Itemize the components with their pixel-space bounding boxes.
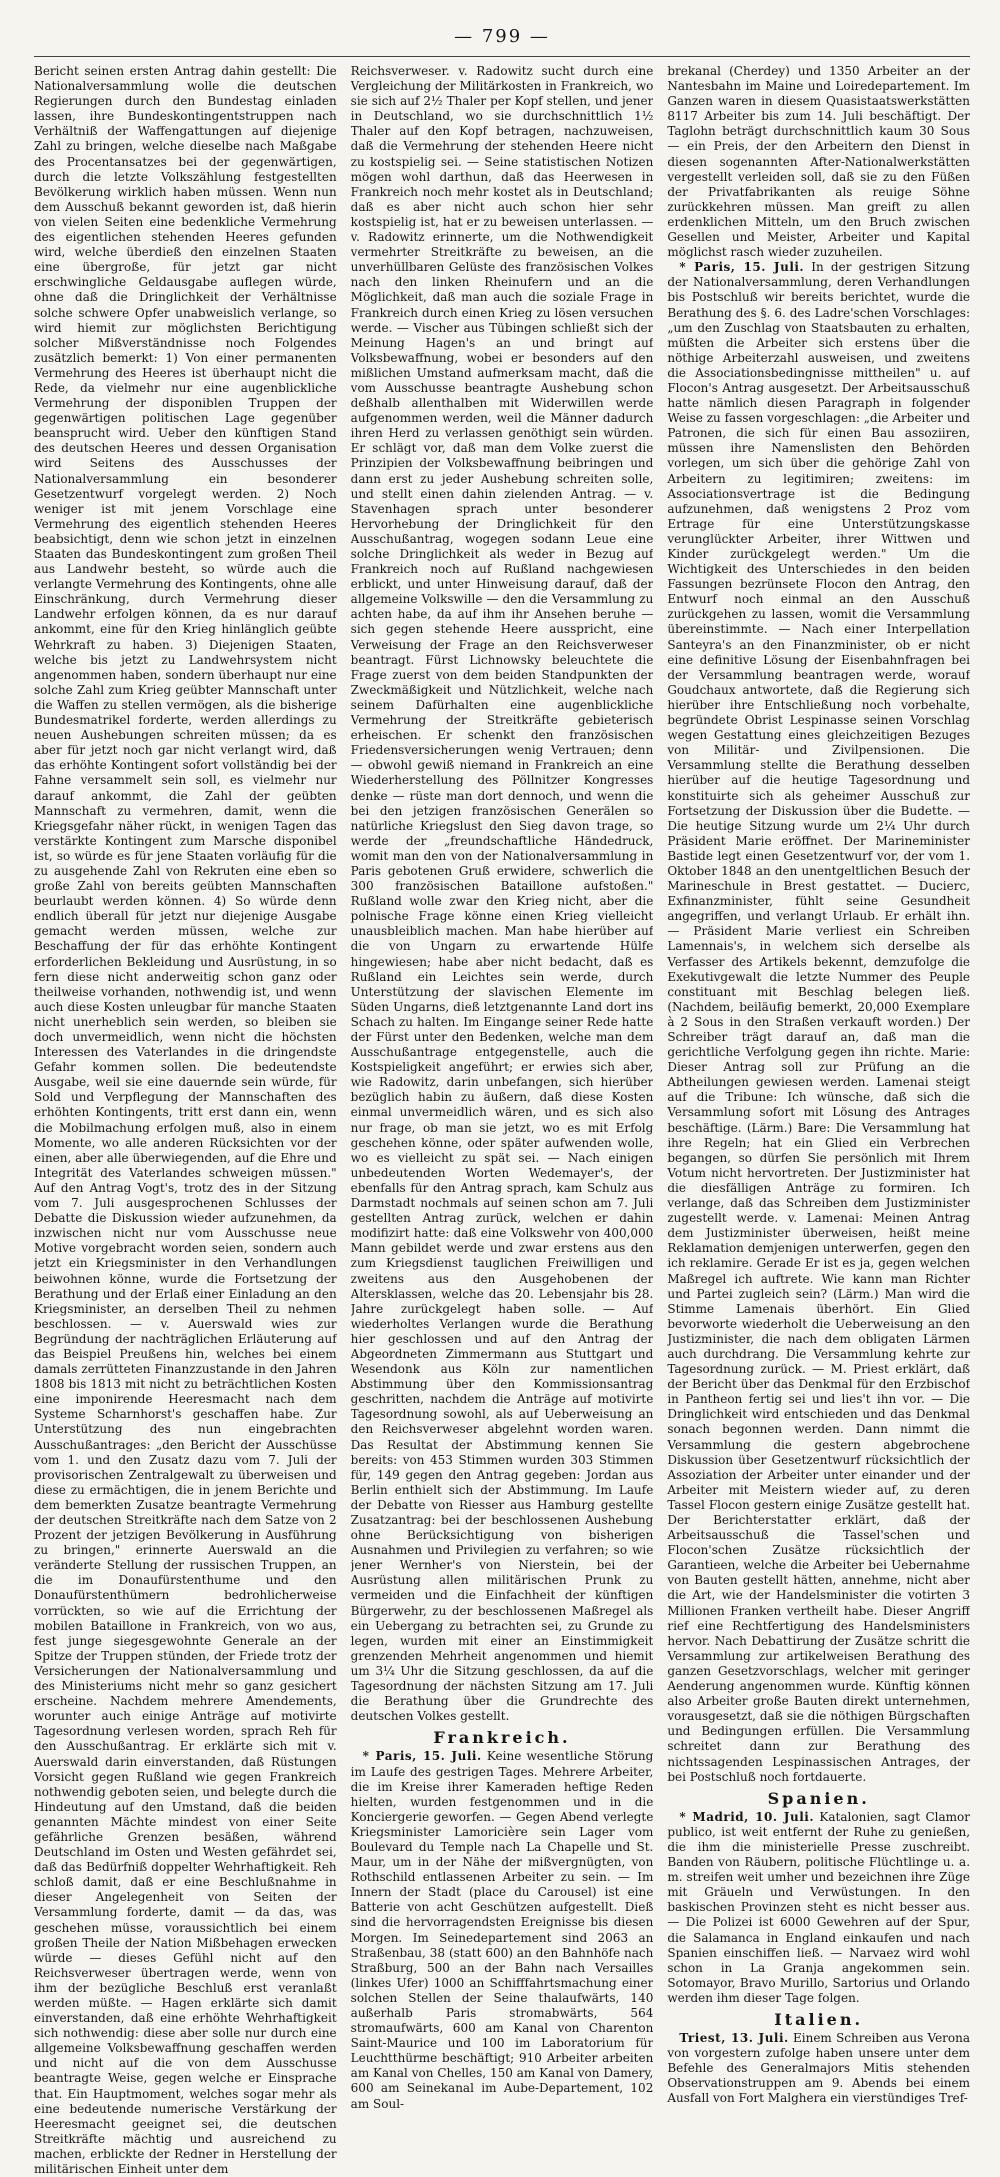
page-number: — 799 —: [454, 26, 550, 47]
dateline: * Madrid, 10. Juli.: [679, 1809, 814, 1824]
header-rule: [34, 56, 970, 57]
dateline: * Paris, 15. Juli.: [679, 260, 805, 275]
section-title-spanien: Spanien.: [767, 1788, 870, 1808]
paragraph: brekanal (Cherdey) und 1350 Arbeiter an der Nantesbahn im Maine und Loiredepartement. Im Ganzen waren in diesem Quasistaatswerkstätten 8117 Arbeiter bis zum 14. Juli beschäftigt. Der Taglohn beträgt durchschnittlich kaum 30 Sous — ein Preis, der den Arbeitern den Dienst in diesen sogenannten After-Nationalwerkstätten vergestellt verleiden soll, daß sie zu den Füßen der Privatfabrikanten als reuige Söhne zurückkehren müssen. Man greift zu allen erdenklichen Mitteln, um den Bruch zwischen Gesellen und Meister, Arbeiter und Kapital möglichst rasch wieder zuzuheilen.: [667, 64, 971, 260]
article-triest: [667, 2031, 970, 2106]
article-text: Keine wesentliche Störung im Laufe des gestrigen Tages. Mehrere Arbeiter, die im Kreise ihrer Kameraden heftige Reden hielten, wurden festgenommen und in die Konciergerie geworfen. — Gegen Abend verlegte Kriegsminister Lamoricière sein Lager vom Boulevard du Temple nach La Chapelle und St. Maur, um in der Nähe der mißvergnügten, von Rothschild entlassenen Arbeiter zu sein. — Im Innern der Stadt (place du Carousel) ist eine Batterie von acht Geschützen aufgestellt. Dieß sind die hervorragendsten Ereignisse bis diesen Morgen. Im Seinedepartement sind 2063 an Straßenbau, 38 (statt 600) an den Bahnhöfe nach Straßburg, 500 an der Bahn nach Versailles (linkes Ufer) 1000 an Schifffahrtsmachung einer solchen Stellen der Seine thalaufwärts, 140 außerhalb Paris stromabwärts, 564 stromaufwärts, 600 am Kanal von Charenton Saint-Maurice und 100 im Laboratorium für Leuchtthürme beschäftigt; 910 Arbeiter arbeiten am Kanal von Chelles, 150 am Kanal von Damery, 600 am Seinekanal im Aube-Departement, 102 am Soul-: [350, 1749, 654, 2111]
paragraph: Bericht seinen ersten Antrag dahin gestellt: Die Nationalversammlung wolle die deutschen Regierungen durch den Bundestag einladen lassen, ihre Bundeskontingentstruppen nach Verhältniß der Waffengattungen auf diejenige Zahl zu bringen, welche dieselbe nach Maßgabe des Procentansatzes bei der gegenwärtigen, durch die letzte Volkszählung festgestellten Bevölkerung wirklich haben müssen. Wenn nun dem Ausschuß bekannt geworden ist, daß hierin von vielen Seiten eine bedenkliche Vermehrung des eigentlichen stehenden Heeres gefunden wird, welche überdieß den einzelnen Staaten eine übergroße, für jetzt gar nicht erschwingliche Geldausgabe auflegen würde, ohne daß die Dringlichkeit der Verhältnisse solche schwere Opfer unabweislich verlange, so wird hiemit zur möglichsten Berichtigung solcher Mißverständnisse noch Folgendes zusätzlich bemerkt: 1) Von einer permanenten Vermehrung des Heeres ist überhaupt nicht die Rede, da vielmehr nur eine augenblickliche Vermehrung der disponiblen Truppen der gegenwärtigen politischen Lage gegenüber beansprucht wird. Ueber den künftigen Stand des deutschen Heeres und dessen Organisation wird Seitens des Ausschusses der Nationalversammlung ein besonderer Gesetzentwurf vorgelegt werden. 2) Noch weniger ist mit jenem Vorschlage eine Vermehrung des eigentlich stehenden Heeres beabsichtigt, denn wie schon jetzt in einzelnen Staaten das Bundeskontingent zum großen Theil aus Landwehr besteht, so würde auch die verlangte Vermehrung des Kontingents, ohne alle Einschränkung, durch Vermehrung dieser Landwehr erfolgen können, da es nur darauf ankommt, eine für den Krieg hinlänglich geübte Wehrkraft zu haben. 3) Diejenigen Staaten, welche bis jetzt zu Landwehrsystem nicht angenommen haben, sondern überhaupt nur eine solche Zahl zum Krieg geübter Mannschaft unter die Waffen zu stellen vermögen, als die bisherige Bundesmatrikel forderte, werden allerdings zu neuen Aushebungen schreiten müssen; da es aber für jetzt noch gar nicht verlangt wird, daß das erhöhte Kontingent sofort vollständig bei der Fahne versammelt sein soll, es vielmehr nur darauf ankommt, die Zahl der geübten Mannschaft zu vermehren, damit, wenn die Kriegsgefahr näher rückt, in wenigen Tagen das verstärkte Kontingent zum Marsche disponibel ist, so würde es für jene Staaten vorläufig für die zu ausgehende Zahl von Rekruten eine eben so große Zahl von bereits geübten Mannschaften beurlaubt werden können. 4) So würde denn endlich überall für jetzt nur diejenige Ausgabe gemacht werden müssen, welche zur Beschaffung der für das erhöhte Kontingent erforderlichen Bekleidung und Ausrüstung, in so fern diese nicht anderweitig schon ganz oder theilweise vorhanden, nothwendig ist, und wenn auch diese Kosten unleugbar für manche Staaten nicht unerheblich sein werden, so bleiben sie doch unvermeidlich, wenn nicht die höchsten Interessen des Vaterlandes in die dringendste Gefahr kommen sollen. Die bedeutendste Ausgabe, weil sie eine dauernde sein würde, für Sold und Verpflegung der Mannschaften des erhöhten Kontingents, tritt erst dann ein, wenn die Mobilmachung erfolgen muß, also in einem Momente, wo alle anderen Rücksichten vor der einen, aber alle überwiegenden, auf die Ehre und Integrität des Vaterlandes schweigen müssen." Auf den Antrag Vogt's, trotz des in der Sitzung vom 7. Juli ausgesprochenen Schlusses der Debatte die Diskussion wieder aufzunehmen, da inzwischen nicht nur vom Ausschusse neue Motive vorgebracht worden seien, sondern auch jetzt ein Kriegsminister in den Verhandlungen beiwohnen könne, wurde die Fortsetzung der Berathung und der Erlaß einer Einladung an den Kriegsminister, an derselben Theil zu nehmen beschlossen. — v. Auerswald wies zur Begründung der nachträglichen Erläuterung auf das Beispiel Preußens hin, welches bei einem damals zerrütteten Finanzzustande in den Jahren 1808 bis 1813 mit nicht zu beträchtlichen Kosten eine imponirende Heeresmacht nach dem Systeme Scharnhorst's geschaffen habe. Zur Unterstützung des nun eingebrachten Ausschußantrages: „den Bericht der Ausschüsse vom 1. und den Zusatz dazu vom 7. Juli der provisorischen Zentralgewalt zu überweisen und diese zu ermächtigen, die in jenem Berichte und dem bemerkten Zusatze beantragte Vermehrung der deutschen Streitkräfte nach dem Satze von 2 Prozent der jetzigen Bevölkerung in Ausführung zu bringen," erinnerte Auerswald an die veränderte Stellung der russischen Truppen, an die im Donaufürstenthume und den Donaufürstenthümern bedrohlicherweise vorrückten, so wie auf die Errichtung der mobilen Bataillone in Frankreich, von wo aus, fest junge siegesgewohnte Generale an der Spitze der Truppen stünden, der Friede trotz der Versicherungen der Nationalversammlung und des Ministeriums nicht mehr so ganz gesichert erscheine. Nachdem mehrere Amendements, worunter auch einige Anträge auf motivirte Tagesordnung verlesen worden, sprach Reh für den Ausschußantrag. Er erklärte sich mit v. Auerswald darin einverstanden, daß Rüstungen Vorsicht gegen Rußland wie gegen Frankreich nothwendig geboten seien, und belegte durch die Hindeutung auf den Umstand, daß die beiden genannten Mächte mindest von einer Seite gefährliche Grenzen besäßen, während Deutschland im Osten und Westen gefährdet sei, daß das Bedürfniß doppelter Wehrhaftigkeit. Reh schloß damit, daß er eine Beschlußnahme in dieser Angelegenheit von Seiten der Versammlung forderte, damit — da das, was geschehen müsse, voraussichtlich bei einem großen Theile der Nation Mißbehagen erwecken würde — dieses Gefühl nicht auf den Reichsverweser übertragen werde, wenn von ihm der bezügliche Beschluß erst veranlaßt werden müßte. — Hagen erklärte sich damit einverstanden, daß eine erhöhte Wehrhaftigkeit sich nothwendig: diese aber solle nur durch eine allgemeine Volksbewaffnung geschaffen werden und nicht auf die von dem Ausschusse beantragte Weise, gegen welche er Einsprache that. Ein Hauptmoment, welches sogar mehr als eine bedeutende numerische Verstärkung der Heeresmacht geeignet sei, die deutschen Streitkräfte mächtig und ausreichend zu machen, erblickte der Redner in Herstellung der militärischen Einheit unter dem: [34, 64, 337, 2177]
dateline: Triest, 13. Juli.: [679, 2031, 789, 2046]
section-title-frankreich: Frankreich.: [433, 1728, 571, 1748]
column-3: [667, 64, 970, 2177]
text-columns: [34, 64, 970, 2177]
dateline: * Paris, 15. Juli.: [362, 1749, 482, 1764]
article-text: Katalonien, sagt Clamor publico, ist weit entfernt der Ruhe zu genießen, die ihm die ministerielle Presse zuschreibt. Banden von Räubern, politische Flüchtlinge u. a. m. streifen weit umher und bezeichnen ihre Züge mit Gräueln und Verwüstungen. In den baskischen Provinzen steht es nicht besser aus. — Die Polizei ist 6000 Gewehren auf der Spur, die Salamanca in England einkaufen und nach Spanien einschiffen ließ. — Narvaez wird wohl schon in La Granja angekommen sein. Sotomayor, Bravo Murillo, Sartorius und Orlando werden ihm dieser Tage folgen.: [667, 1809, 971, 2005]
column-2: [351, 64, 654, 2177]
article-text: Einem Schreiben aus Verona von vorgestern zufolge haben unsere unter dem Befehle des Generalmajors Mitis stehenden Observationstruppen am 9. Abends bei einem Ausfall von Fort Malghera ein vierstündiges Tref-: [667, 2031, 971, 2106]
column-1: [34, 64, 337, 2177]
article-paris-2: [667, 260, 970, 1784]
article-text: In der gestrigen Sitzung der Nationalversammlung, deren Verhandlungen bis Postschluß wir bereits berichtet, wurde die Berathung des §. 6. des Ladre'schen Vorschlages: „um den Zuschlag von Staatsbauten zu erhalten, müßten die Arbeiter sich erstens über die nöthige Arbeiterzahl ausweisen, und zweitens die Associationsbedingnisse mittheilen" u. auf Flocon's Antrag ausgesetzt. Der Arbeitsausschuß hatte nämlich diesen Paragraph in folgender Weise zu fassen vorgeschlagen: „die Arbeiter und Patronen, die sich für einen Bau assoziiren, müssen ihre Namenslisten den Behörden vorlegen, um sich über die gehörige Zahl von Arbeitern zu legitimiren; zweitens: im Associationsvertrage ist die Bedingung aufzunehmen, daß wenigstens 2 Proz vom Ertrage für eine Unterstützungskasse verunglückter Arbeiter, ihrer Wittwen und Kinder zurückgelegt werden." Um die Wichtigkeit des Unterschiedes in den beiden Fassungen bezrünsete Flocon den Antrag, den Entwurf noch einmal an den Ausschuß zurückgehen zu lassen, womit die Versammlung übereinstimmte. — Nach einer Interpellation Santeyra's an den Finanzminister, ob er nicht eine definitive Lösung der Eisenbahnfragen bei der Versammlung beantragen werde, worauf Goudchaux antwortete, daß die Regierung sich hierüber ihre Entschließung noch vorbehalte, begründete Obrist Lespinasse seinen Vorschlag wegen Gestattung eines gleichzeitigen Bezuges von Militär- und Zivilpensionen. Die Versammlung stellte die Berathung desselben hierüber auf die heutige Tagesordnung und konstituirte sich als geheimer Ausschuß zur Fortsetzung der Diskussion über die Budette. — Die heutige Sitzung wurde um 2¼ Uhr durch Präsident Marie eröffnet. Der Marineminister Bastide legt einen Gesetzentwurf vor, der vom 1. Oktober 1848 an den unentgeltlichen Besuch der Marineschule in Brest gestattet. — Ducierc, Exfinanzminister, fühlt seine Gesundheit angegriffen, und verlangt Urlaub. Er erhält ihn. — Präsident Marie verliest ein Schreiben Lamennais's, in welchem sich derselbe als Verfasser des Artikels bekennt, demzufolge die Exekutivgewalt die letzte Nummer des Peuple constituant mit Beschlag belegen ließ. (Nachdem, beiläufig bemerkt, 20,000 Exemplare à 2 Sous in den Straßen verkauft worden.) Der Schreiber trägt darauf an, daß man die gerichtliche Verfolgung gegen ihn richte. Marie: Dieser Antrag soll zur Prüfung an die Abtheilungen gewiesen werden. Lamenai steigt auf die Tribune: Ich wünsche, daß sich die Versammlung sofort mit Lösung des Antrages beschäftige. (Lärm.) Bare: Die Versammlung hat ihre Regeln; hat ein Glied ein Verbrechen begangen, so dürfen Sie persönlich mit Ihrem Votum nicht hervortreten. Der Justizminister hat die diesfälligen Anträge zu formiren. Ich verlange, daß das Schreiben dem Justizminister zugestellt werde. v. Lamenai: Meinen Antrag dem Justizminister überweisen, heißt meine Reklamation demjenigen unterwerfen, gegen den ich reklamire. Gerade Er ist es ja, gegen welchen Maßregel ich auftrete. Wie kann man Richter und Partei zugleich sein? (Lärm.) Man wird die Stimme Lamenais überhört. Ein Glied bevorworte wiederholt die Ueberweisung an den Justizminister, die nach dem obligaten Lärmen auch durchdrang. Die Versammlung kehrte zur Tagesordnung zurück. — M. Priest erklärt, daß der Bericht über das Denkmal für den Erzbischof in Pantheon fertig sei und lies't ihn vor. — Die Dringlichkeit wird entschieden und das Denkmal sonach begonnen werden. Dann nimmt die Versammlung die gestern abgebrochene Diskussion über Gesetzentwurf rücksichtlich der Assoziation der Arbeiter unter einander und der Arbeiter mit Meistern wieder auf, zu deren Tassel Flocon gestern einige Zusätze gestellt hat. Der Berichterstatter erklärt, daß der Arbeitsausschuß die Tassel'schen und Flocon'schen Zusätze rücksichtlich der Garantieen, welche die Arbeiter bei Uebernahme von Bauten gestellt hätten, annehme, nicht aber die Art, wie der Handelsminister die votirten 3 Millionen Franken vertheilt habe. Dieser Angriff rief eine Rechtfertigung des Handelsministers hervor. Nach Debattirung der Zusätze schritt die Versammlung zur artikelweisen Berathung des ganzen Gesetzvorschlags, welcher mit geringer Aenderung angenommen wurde. Künftig können also Arbeiter große Bauten direkt unternehmen, vorausgesetzt, daß sie die nöthigen Bürgschaften und Bedingungen erfüllen. Die Versammlung schreitet dann zur Berathung des nichtssagenden Lespinassischen Antrages, der bei Postschluß noch fortdauerte.: [667, 260, 971, 1784]
article-paris: [351, 1749, 654, 2111]
paragraph: Reichsverweser. v. Radowitz sucht durch eine Vergleichung der Militärkosten in Frankreich, wo sie sich auf 2½ Thaler per Kopf stellen, und jener in Deutschland, wo sie durchschnittlich 1½ Thaler auf den Kopf betragen, nachzuweisen, daß die Vermehrung der stehenden Heere nicht zu kostspielig sei. — Seine statistischen Notizen mögen wohl darthun, daß das Heerwesen in Frankreich noch mehr kostet als in Deutschland; daß es aber nicht auch schon hier sehr kostspielig ist, hat er zu beweisen unterlassen. — v. Radowitz erinnerte, um die Nothwendigkeit vermehrter Streitkräfte zu beweisen, an die unverhüllbaren Gelüste des französischen Volkes nach den linken Rheinufern und an die Möglichkeit, daß man auch die soziale Frage in Frankreich durch einen Krieg zu lösen versuchen werde. — Vischer aus Tübingen schließt sich der Meinung Hagen's an und bringt auf Volksbewaffnung, wobei er besonders auf den mißlichen Umstand aufmerksam macht, daß die vom Ausschusse beantragte Aushebung schon deßhalb allenthalben mit Widerwillen werde aufgenommen werden, weil die Männer dadurch ihren Herd zu verlassen genöthigt sein würden. Er schlägt vor, daß man dem Volke zuerst die Prinzipien der Volksbewaffnung beibringen und dann erst zu jeder Aushebung schreiten solle, und stellt einen dahin zielenden Antrag. — v. Stavenhagen sprach unter besonderer Hervorhebung der Dringlichkeit für den Ausschußantrag, wogegen sodann Leue eine solche Dringlichkeit als weder in Bezug auf Frankreich noch auf Rußland nachgewiesen erblickt, und unter Hinweisung darauf, daß der allgemeine Volkswille — den die Versammlung zu achten habe, da auf ihm ihr Ansehen beruhe — sich gegen stehende Heere ausspricht, eine Verweisung der Frage an den Reichsverweser beantragt. Fürst Lichnowsky beleuchtete die Frage zuerst von dem beiden Standpunkten der Zweckmäßigkeit und Nützlichkeit, welche nach seinem Dafürhalten eine augenblickliche Vermehrung der Streitkräfte gebieterisch erheischen. Er schenkt den französischen Friedensversicherungen wenig Vertrauen; denn — obwohl gewiß niemand in Frankreich an eine Wiederherstellung des Pöllnitzer Kongresses denke — rüste man dort dennoch, und wenn die bei den jetzigen französischen Generälen so natürliche Kriegslust den Sieg davon trage, so werde der „freundschaftliche Händedruck, womit man den von der Nationalversammlung in Paris gebotenen Gruß erwidere, schwerlich die 300 französischen Bataillone aufstoßen." Rußland wolle zwar den Krieg nicht, aber die polnische Frage könne einen Krieg vielleicht unausbleiblich machen. Man habe hierüber auf die von Ungarn zu erwartende Hülfe hingewiesen; habe aber nicht bedacht, daß es Rußland ein Leichtes sein werde, durch Unterstützung der slavischen Elemente im Süden Ungarns, dieß letztgenannte Land dort ins Schach zu halten. Im Eingange seiner Rede hatte der Fürst unter den Bedenken, welche man dem Ausschußantrage entgegenstelle, auch die Kostspieligkeit angeführt; er erwies sich aber, wie Radowitz, darin unbefangen, sich hierüber bezüglich habin zu äußern, daß diese Kosten einmal unvermeidlich wären, und es sich also nur frage, ob man sie jetzt, wo es mit Erfolg geschehen könne, oder später aufwenden wolle, wo es vielleicht zu spät sei. — Nach einigen unbedeutenden Worten Wedemayer's, der ebenfalls für den Antrag sprach, kam Schulz aus Darmstadt nochmals auf seinen schon am 7. Juli gestellten Antrag zurück, welchen er dahin modifizirt hatte: daß eine Volkswehr von 400,000 Mann gebildet werde und zwar erstens aus den zum Kriegsdienst tauglichen Freiwilligen und zweitens aus den Ausgehobenen der Altersklassen, welche das 20. Lebensjahr bis 28. Jahre zurückgelegt haben solle. — Auf wiederholtes Verlangen wurde die Berathung hier geschlossen und auf den Antrag der Abgeordneten Zimmermann aus Stuttgart und Wesendonk aus Köln zur namentlichen Abstimmung über den Kommissionsantrag geschritten, nachdem die Anträge auf motivirte Tagesordnung sowohl, als auf Ueberweisung an den Reichsverweser abgelehnt worden waren. Das Resultat der Abstimmung kennen Sie bereits: von 453 Stimmen wurden 303 Stimmen für, 149 gegen den Antrag gegeben: Jordan aus Berlin enthielt sich der Abstimmung. Im Laufe der Debatte von Riesser aus Hamburg gestellte Zusatzantrag: bei der beschlossenen Aushebung ohne Berücksichtigung von bisherigen Ausnahmen und Privilegien zu verfahren; so wie jener Wernher's von Nierstein, bei der Ausrüstung allen militärischen Prunk zu vermeiden und die Einfachheit der künftigen Bürgerwehr, zu der beschlossenen Maßregel als ein Uebergang zu betrachten sei, zu Grunde zu legen, wurden mit einer an Einstimmigkeit grenzenden Mehrheit angenommen und hiemit um 3¼ Uhr die Sitzung geschlossen, da auf die Tagesordnung der nächsten Sitzung am 17. Juli die Berathung über die Grundrechte des deutschen Volkes gestellt.: [350, 64, 654, 1724]
article-madrid: [667, 1810, 970, 2006]
section-title-italien: Italien.: [774, 2010, 864, 2029]
